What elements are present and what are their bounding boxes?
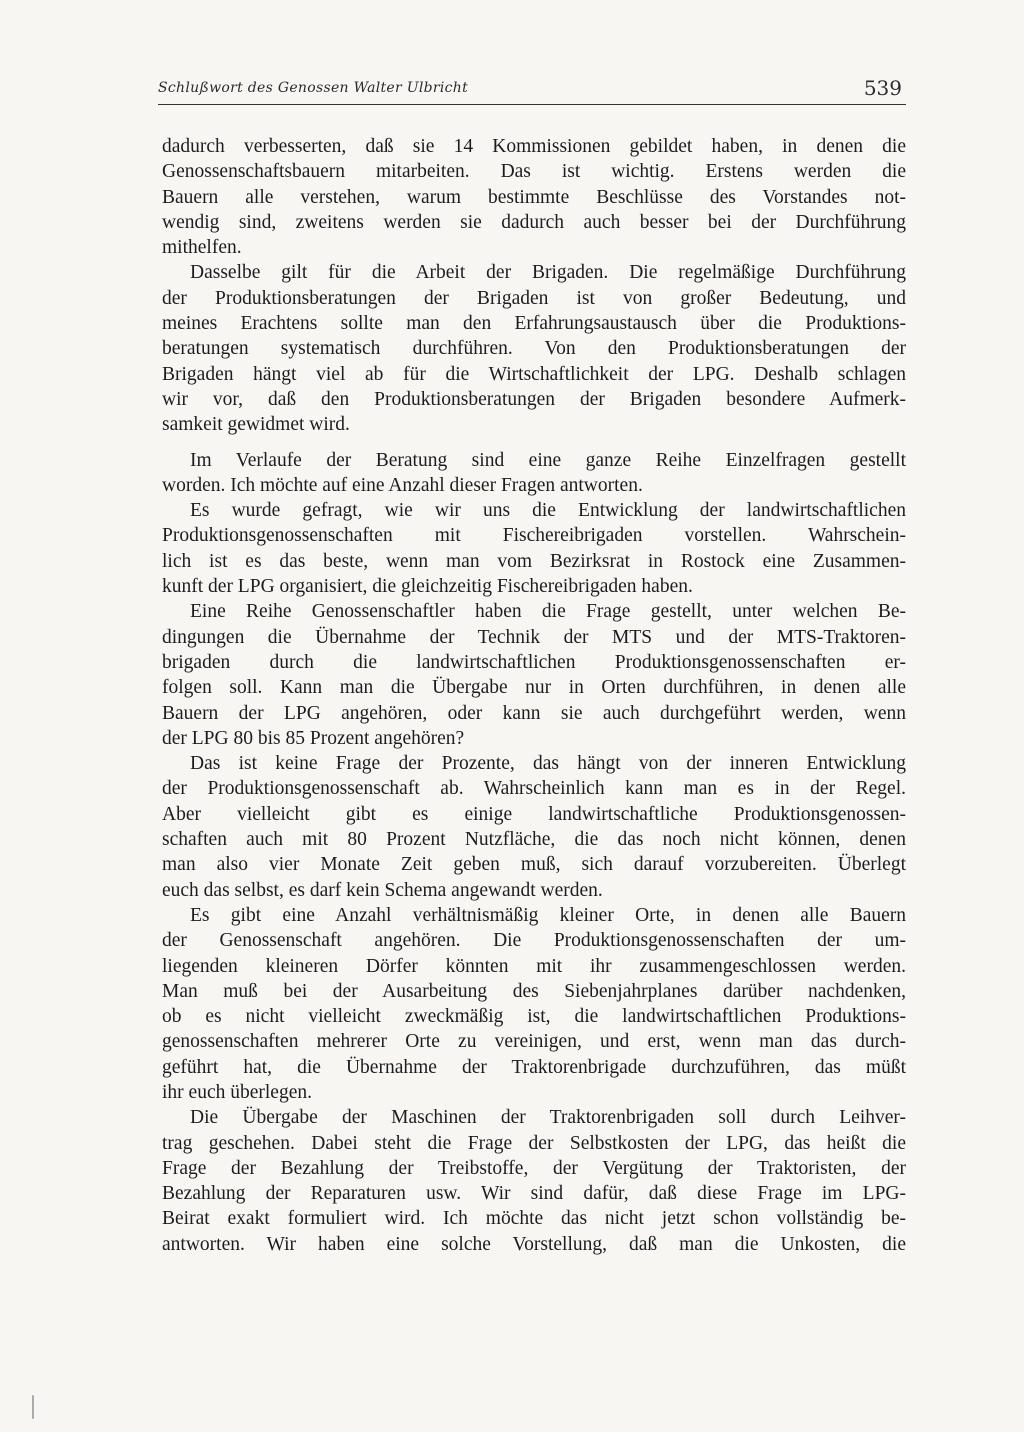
text-line: meines Erachtens sollte man den Erfahrungsaustausch über die Produktions- <box>162 313 906 335</box>
text-line: Produktionsgenossenschaften mit Fischereibrigaden vorstellen. Wahrschein- <box>162 525 906 547</box>
text-line: Bauern der LPG angehören, oder kann sie auch durchgeführt werden, wenn <box>162 702 906 724</box>
paragraph <box>162 599 906 751</box>
text-line: Es gibt eine Anzahl verhältnismäßig kleiner Orte, in denen alle Bauern <box>190 904 906 926</box>
text-line: folgen soll. Kann man die Übergabe nur in Orten durchführen, in denen alle <box>162 677 906 699</box>
text-line: beratungen systematisch durchführen. Von den Produktionsberatungen der <box>162 338 906 360</box>
text-line: Im Verlaufe der Beratung sind eine ganze Reihe Einzelfragen gestellt <box>190 449 906 471</box>
header-rule <box>158 104 906 105</box>
text-line: Genossenschaftsbauern mitarbeiten. Das ist wichtig. Erstens werden die <box>162 161 906 183</box>
text-line: liegenden kleineren Dörfer könnten mit ihr zusammengeschlossen werden. <box>162 955 906 977</box>
text-line: samkeit gewidmet wird. <box>162 414 350 436</box>
text-line: genossenschaften mehrerer Orte zu vereinigen, und erst, wenn man das durch- <box>162 1031 906 1053</box>
text-line: Das ist keine Frage der Prozente, das hängt von der inneren Entwicklung <box>190 753 906 775</box>
text-line: ob es nicht vielleicht zweckmäßig ist, die landwirtschaftlichen Produktions- <box>162 1006 906 1028</box>
text-line: worden. Ich möchte auf eine Anzahl dieser Fragen antworten. <box>162 474 643 496</box>
text-line: Bezahlung der Reparaturen usw. Wir sind dafür, daß diese Frage im LPG- <box>162 1183 906 1205</box>
text-line: antworten. Wir haben eine solche Vorstellung, daß man die Unkosten, die <box>162 1233 906 1255</box>
text-line: trag geschehen. Dabei steht die Frage der Selbstkosten der LPG, das heißt die <box>162 1132 906 1154</box>
text-line: brigaden durch die landwirtschaftlichen Produktionsgenossenschaften er- <box>162 651 906 673</box>
text-line: Dasselbe gilt für die Arbeit der Brigaden. Die regelmäßige Durchführung <box>190 262 906 284</box>
text-line: Die Übergabe der Maschinen der Traktorenbrigaden soll durch Leihver- <box>190 1107 906 1129</box>
text-line: geführt hat, die Übernahme der Traktorenbrigade durchzuführen, das müßt <box>162 1056 906 1078</box>
text-line: Man muß bei der Ausarbeitung des Siebenjahrplanes darüber nachdenken, <box>162 980 906 1002</box>
paragraph-gap <box>162 438 906 448</box>
text-line: dingungen die Übernahme der Technik der MTS und der MTS-Traktoren- <box>162 626 906 648</box>
paragraph <box>162 260 906 437</box>
paragraph <box>162 448 906 499</box>
scan-speck <box>32 1395 34 1419</box>
paragraph <box>162 751 906 903</box>
paragraph <box>162 134 906 260</box>
paragraph <box>162 498 906 599</box>
page-header <box>158 76 906 106</box>
text-line: wendig sind, zweitens werden sie dadurch auch besser bei der Durchführung <box>162 211 906 233</box>
text-line: dadurch verbesserten, daß sie 14 Kommissionen gebildet haben, in denen die <box>162 136 906 157</box>
text-line: Aber vielleicht gibt es einige landwirtschaftliche Produktionsgenossen- <box>162 803 906 825</box>
text-line: kunft der LPG organisiert, die gleichzeitig Fischereibrigaden haben. <box>162 576 693 598</box>
text-line: man also vier Monate Zeit geben muß, sich darauf vorzubereiten. Überlegt <box>162 854 906 876</box>
text-line: schaften auch mit 80 Prozent Nutzfläche, die das noch nicht können, denen <box>162 829 906 851</box>
page-number: 539 <box>863 76 902 100</box>
text-line: Bauern alle verstehen, warum bestimmte Beschlüsse des Vorstandes not- <box>162 186 906 208</box>
text-line: Frage der Bezahlung der Treibstoffe, der Vergütung der Traktoristen, der <box>162 1157 906 1179</box>
text-line: Es wurde gefragt, wie wir uns die Entwicklung der landwirtschaftlichen <box>190 500 906 522</box>
text-line: wir vor, daß den Produktionsberatungen der Brigaden besondere Aufmerk- <box>162 388 906 410</box>
text-line: Beirat exakt formuliert wird. Ich möchte das nicht jetzt schon vollständig be- <box>162 1208 906 1230</box>
text-line: der Genossenschaft angehören. Die Produktionsgenossenschaften der um- <box>162 930 906 952</box>
body-text <box>162 134 906 1257</box>
text-line: lich ist es das beste, wenn man vom Bezirksrat in Rostock eine Zusammen- <box>162 550 906 572</box>
running-title: Schlußwort des Genossen Walter Ulbricht <box>158 80 469 96</box>
text-line: der LPG 80 bis 85 Prozent angehören? <box>162 727 465 749</box>
text-line: ihr euch überlegen. <box>162 1081 312 1103</box>
text-line: der Produktionsgenossenschaft ab. Wahrscheinlich kann man es in der Regel. <box>162 778 906 800</box>
paragraph <box>162 1105 906 1257</box>
text-line: mithelfen. <box>162 237 242 259</box>
text-line: euch das selbst, es darf kein Schema angewandt werden. <box>162 879 603 901</box>
paragraph <box>162 903 906 1105</box>
text-line: Eine Reihe Genossenschaftler haben die Frage gestellt, unter welchen Be- <box>190 601 906 623</box>
text-line: Brigaden hängt viel ab für die Wirtschaftlichkeit der LPG. Deshalb schlagen <box>162 363 906 385</box>
text-line: der Produktionsberatungen der Brigaden ist von großer Bedeutung, und <box>162 287 906 309</box>
